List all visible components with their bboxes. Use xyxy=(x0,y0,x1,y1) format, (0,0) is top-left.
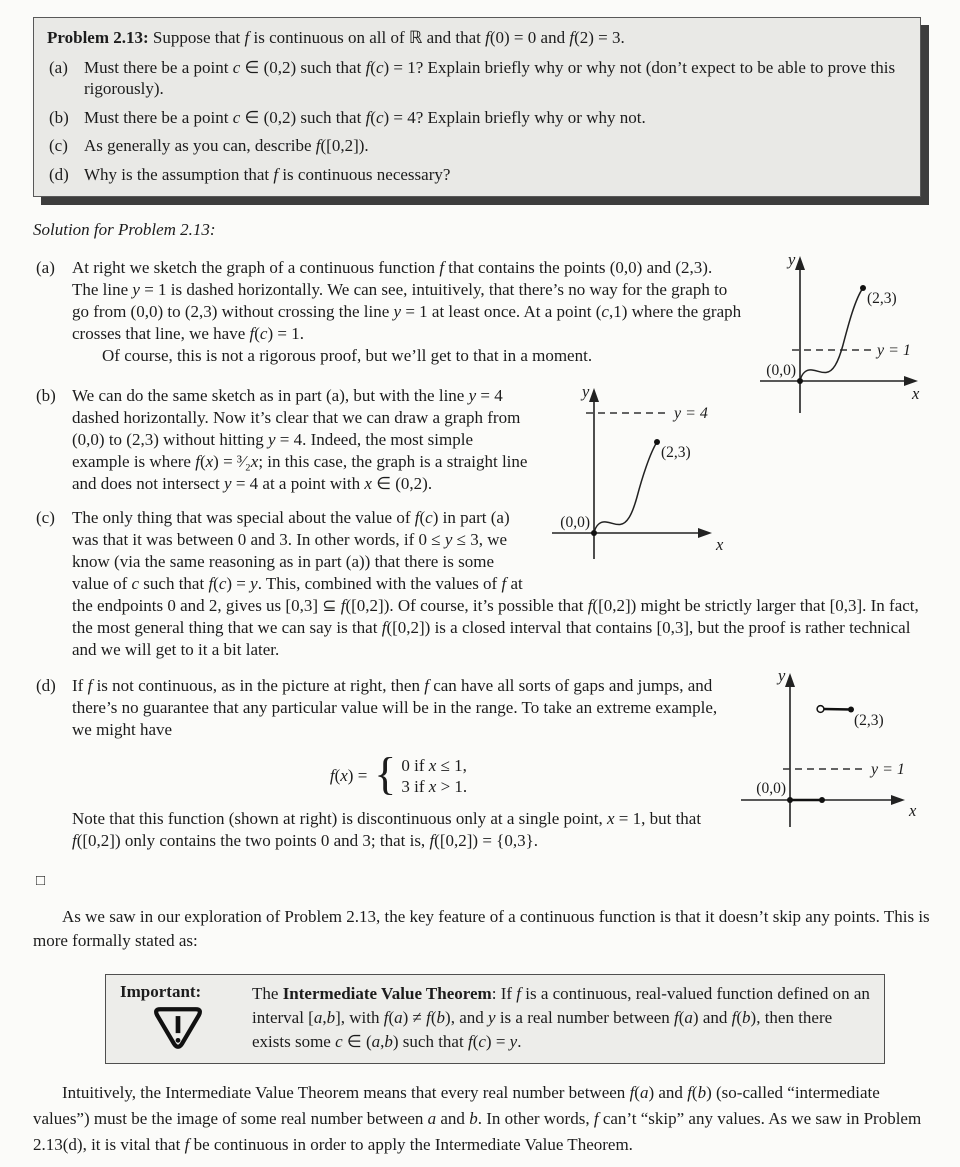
dashed-line-label: y = 1 xyxy=(877,342,911,359)
graph-part-d xyxy=(735,669,935,837)
problem-item-b xyxy=(47,107,907,129)
brace: { xyxy=(374,748,397,799)
item-text: Must there be a point c ∈ (0,2) such that f(c) = 4? Explain briefly why or why not. xyxy=(84,107,646,127)
paragraph: We can do the same sketch as in part (a), but with the line y = 4 dashed horizontally. Now it’s clear that we can draw a graph from (0,0) to (2,3) without hitting y = 4. Indeed, the most simple example is where f(x) = ³⁄₂x; in this case, the graph is a straight line and does not intersect y = 4 at a point with x ∈ (0,2). xyxy=(72,386,528,493)
open-endpoint xyxy=(817,706,824,713)
origin-label: (0,0) xyxy=(766,362,796,379)
case-1: 0 if x ≤ 1, xyxy=(401,755,467,775)
origin-dot xyxy=(787,797,793,803)
y-axis-label: y xyxy=(582,383,590,401)
case-2: 3 if x > 1. xyxy=(401,776,468,796)
point-dot xyxy=(860,285,866,291)
paragraph: At right we sketch the graph of a continuous function f that contains the points (0,0) and (2,3). The line y = 1 is dashed horizontally. We can see, intuitively, that there’s no way for the graph to go from (0,0) to (2,3) without crossing the line y = 1 at least once. At a point (c,1) where the graph crosses that line, we have f(c) = 1. xyxy=(72,258,742,343)
closed-endpoint xyxy=(819,797,825,803)
x-axis-label: x xyxy=(716,535,724,554)
item-body xyxy=(72,507,935,661)
point-label: (2,3) xyxy=(867,290,897,307)
important-box xyxy=(105,974,885,1064)
x-axis-label: x xyxy=(912,384,920,403)
important-left-column xyxy=(120,982,236,1054)
equation-lhs: f(x) = xyxy=(329,765,368,785)
item-body xyxy=(72,383,935,554)
item-label: (b) xyxy=(36,386,56,405)
equation-cases xyxy=(401,755,467,797)
qed-square: □ xyxy=(36,873,46,890)
important-text: The Intermediate Value Theorem: If f is a continuous, real-valued function defined on an interval [a,b], with f(a) ≠ f(b), and y is a real number between f(a) and f(b), then there exists some c ∈ (a,b) such that f(c) = y. xyxy=(252,984,870,1052)
dashed-line-label: y = 4 xyxy=(674,405,708,422)
y-axis-arrow xyxy=(589,388,599,402)
y-axis-label: y xyxy=(778,669,786,685)
origin-dot xyxy=(797,378,803,384)
origin-label: (0,0) xyxy=(560,514,590,531)
item-label: (b) xyxy=(49,107,69,127)
dashed-line-label: y = 1 xyxy=(871,761,905,778)
x-axis-label: x xyxy=(909,801,917,820)
solution-section xyxy=(33,219,935,889)
solution-heading: Solution for Problem 2.13: xyxy=(33,220,216,239)
solution-part-c xyxy=(33,507,935,661)
item-text: As generally as you can, describe f([0,2]). xyxy=(84,136,369,155)
piecewise-equation xyxy=(72,748,725,799)
item-label: (d) xyxy=(49,164,69,184)
y-axis-arrow xyxy=(795,256,805,270)
closing-paragraph: Intuitively, the Intermediate Value Theorem means that every real number between f(a) and f(b) (so-called “intermediate values”) must be the image of some real number between a and b. In other words, f can’t “skip” any values. As we saw in Problem 2.13(d), it is vital that f be continuous in order to apply the Intermediate Value Theorem. xyxy=(33,1083,922,1155)
solution-part-b xyxy=(33,383,935,554)
problem-item-d xyxy=(47,164,907,186)
point-dot xyxy=(654,439,660,445)
y-axis-arrow xyxy=(785,673,795,687)
item-label: (c) xyxy=(49,136,68,155)
item-body xyxy=(72,251,935,403)
problem-title: Problem 2.13: Suppose that f is continuous on all of ℝ and that f(0) = 0 and f(2) = 3. xyxy=(47,28,625,47)
item-label: (d) xyxy=(36,676,56,695)
y-axis-label: y xyxy=(788,251,796,269)
curve xyxy=(800,288,863,381)
important-label: Important: xyxy=(120,982,202,1002)
item-label: (a) xyxy=(49,57,68,77)
paragraph: Note that this function (shown at right) is discontinuous only at a single point, x = 1, but that f([0,2]) only contains the two points 0 and 3; that is, f([0,2]) = {0,3}. xyxy=(72,809,702,851)
item-label: (a) xyxy=(36,258,55,277)
point-label: (2,3) xyxy=(661,444,691,461)
problem-box xyxy=(33,17,921,197)
warning-icon xyxy=(152,1005,204,1051)
problem-item-c xyxy=(47,135,907,157)
x-axis-arrow xyxy=(891,795,905,805)
segment-top xyxy=(824,709,851,710)
paragraph: If f is not continuous, as in the picture at right, then f can have all sorts of gaps and jumps, and there’s no guarantee that any particular value will be in the range. To take an extreme example, we might have xyxy=(72,676,718,739)
transition-paragraph: As we saw in our exploration of Problem 2.13, the key feature of a continuous function is that it doesn’t skip any points. This is more formally stated as: xyxy=(33,907,930,950)
item-label: (c) xyxy=(36,508,55,527)
item-text: Why is the assumption that f is continuous necessary? xyxy=(84,164,451,184)
solution-part-d xyxy=(33,669,935,852)
point-label: (2,3) xyxy=(854,712,884,729)
paragraph: The only thing that was special about the value of f(c) in part (a) was that it was between 0 and 3. In other words, if 0 ≤ y ≤ 3, we know (via the same reasoning as in part (a)) that there is some value of c such that f(c) = y. This, combined with the values of f at the endpoints 0 and 2, gives us [0,3] ⊆ f([0,2]). Of course, it’s possible that f([0,2]) might be strictly larger that [0,3]. In fact, the most general thing that we can say is that f([0,2]) is a closed interval that contains [0,3], but the proof is rather technical and we will get to it a bit later. xyxy=(72,508,919,659)
solution-part-a xyxy=(33,251,935,403)
item-body xyxy=(72,669,935,852)
origin-label: (0,0) xyxy=(756,780,786,797)
problem-item-a xyxy=(47,57,907,100)
item-text: Must there be a point c ∈ (0,2) such that f(c) = 1? Explain briefly why or why not (don’t expect to be able to prove this rigorously). xyxy=(84,57,896,98)
paragraph: Of course, this is not a rigorous proof, but we’ll get to that in a moment. xyxy=(102,346,593,365)
